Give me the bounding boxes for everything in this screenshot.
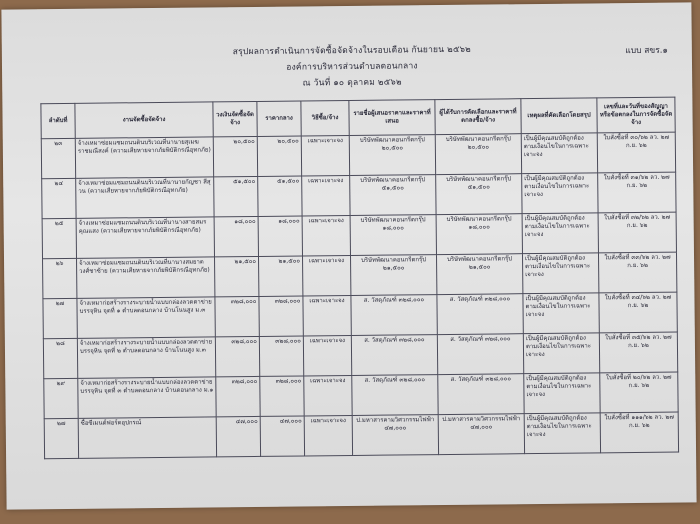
cell-median-price: ๓๒๘,๐๐๐	[259, 336, 303, 376]
cell-median-price: ๔๗,๐๐๐	[260, 416, 304, 456]
cell-winner: บริษัทพัฒนาคอนกรีตกรุ๊ป ๒๑,๕๐๐	[436, 254, 522, 295]
cell-contract: ใบสั่งซื้อที่ ๓๕/๖๒ ลว. ๒๗ ก.ย. ๖๒	[599, 332, 677, 373]
cell-budget: ๓๒๘,๐๐๐	[215, 296, 259, 336]
header-contract: เลขที่และวันที่ของสัญญาหรือข้อตกลงในการจัดซื้อจัดจ้าง	[597, 97, 675, 133]
cell-bidder: บริษัทพัฒนาคอนกรีตกรุ๊ป ๕๑,๕๐๐	[350, 175, 436, 216]
cell-item: จ้างเหมาซ่อมแซมถนนดินบริเวณที่นานางสมยาด วงศ์ชาซ้าย (ความเสียหายจากภัยพิบัติกรณีอุทกภัย)	[77, 257, 215, 298]
cell-reason: เป็นผู้มีคุณสมบัติถูกต้องตามเงื่อนไขในการเฉพาะเจาะจง	[522, 253, 598, 294]
cell-method: เฉพาะเจาะจง	[302, 175, 350, 216]
table-row	[44, 372, 678, 419]
table-row	[42, 172, 676, 219]
form-code: แบบ สขร.๑	[625, 45, 668, 57]
cell-bidder: ป.มหาสารคามวิศวกรรมไฟฟ้า ๔๗,๐๐๐	[352, 415, 438, 456]
table-row	[42, 212, 676, 259]
cell-reason: เป็นผู้มีคุณสมบัติถูกต้องตามเงื่อนไขในการเฉพาะเจาะจง	[524, 373, 600, 414]
cell-winner: บริษัทพัฒนาคอนกรีตกรุ๊ป ๕๑,๕๐๐	[436, 174, 522, 215]
cell-budget: ๒๐,๕๐๐	[213, 136, 257, 176]
cell-contract: ใบสั่งซื้อที่ ๓๑/๖๒ ลว. ๒๗ ก.ย. ๖๒	[598, 172, 676, 213]
cell-no: ๒๔	[42, 178, 76, 218]
cell-no: ๒๓	[41, 138, 75, 178]
cell-method: เฉพาะเจาะจง	[303, 335, 351, 376]
cell-bidder: บริษัทพัฒนาคอนกรีตกรุ๊ป ๒๐,๕๐๐	[349, 135, 435, 176]
cell-reason: เป็นผู้มีคุณสมบัติถูกต้องตามเงื่อนไขในการเฉพาะเจาะจง	[521, 133, 597, 174]
cell-item: จ้างเหมาซ่อมแซมถนนดินบริเวณที่นานางสายสมร คุณแสง (ความเสียหายจากภัยพิบัติกรณีอุทกภัย)	[76, 217, 214, 258]
cell-item: จ้างเหมาก่อสร้างรางระบายน้ำแบบกล่องลวดตาข่ายบรรจุหิน จุดที่ ๒ ตำบลดอนกลาง บ้านโนนสูง ม.๓	[77, 337, 215, 378]
cell-median-price: ๒๑,๕๐๐	[258, 256, 302, 296]
cell-median-price: ๑๘,๐๐๐	[258, 216, 302, 256]
cell-item: จ้างเหมาซ่อมแซมถนนดินบริเวณที่นานายกัญชา สีสุวน (ความเสียหายจากภัยพิบัติกรณีอุทกภัย)	[76, 177, 214, 218]
cell-reason: เป็นผู้มีคุณสมบัติถูกต้องตามเงื่อนไขในการเฉพาะเจาะจง	[523, 293, 599, 334]
cell-method: เฉพาะเจาะจง	[302, 255, 350, 296]
cell-no: ๒๕	[42, 218, 76, 258]
cell-method: เฉพาะเจาะจง	[301, 135, 349, 176]
cell-item: จ้างเหมาก่อสร้างรางระบายน้ำแบบกล่องลวดตาข่ายบรรจุหิน จุดที่ ๑ ตำบลดอนกลาง บ้านโนนสูง ม.๓	[77, 297, 215, 338]
cell-budget: ๔๗,๐๐๐	[216, 416, 260, 456]
cell-winner: ส. วัสดุภัณฑ์ ๓๒๘,๐๐๐	[438, 374, 524, 415]
cell-reason: เป็นผู้มีคุณสมบัติถูกต้องตามเงื่อนไขในการเฉพาะเจาะจง	[523, 333, 599, 374]
document-title: สรุปผลการดำเนินการจัดซื้อจัดจ้างในรอบเดือน กันยายน ๒๕๖๒	[232, 44, 472, 58]
cell-method: เฉพาะเจาะจง	[304, 375, 352, 416]
header-median-price: ราคากลาง	[257, 101, 301, 136]
cell-median-price: ๓๒๘,๐๐๐	[260, 376, 304, 416]
cell-median-price: ๒๐,๕๐๐	[257, 136, 301, 176]
cell-bidder: ส. วัสดุภัณฑ์ ๓๒๘,๐๐๐	[352, 375, 438, 416]
cell-budget: ๕๑,๕๐๐	[214, 176, 258, 216]
cell-reason: เป็นผู้มีคุณสมบัติถูกต้องตามเงื่อนไขในการเฉพาะเจาะจง	[524, 413, 600, 454]
cell-contract: ใบสั่งซื้อที่ ๑๑๑/๖๒ ลว. ๒๗ ก.ย. ๖๒	[600, 412, 678, 453]
cell-winner: ส. วัสดุภัณฑ์ ๓๒๘,๐๐๐	[437, 294, 523, 335]
cell-item: จ้างเหมาก่อสร้างรางระบายน้ำแบบกล่องลวดตาข่ายบรรจุหิน จุดที่ ๓ ตำบลดอนกลาง บ้านดอนกลาง ม.๑	[78, 377, 216, 418]
header-method: วิธีซื้อ/จ้าง	[301, 100, 349, 136]
document-date: ณ วันที่ ๑๐ ตุลาคม ๒๕๖๒	[302, 77, 402, 89]
cell-median-price: ๓๒๘,๐๐๐	[259, 296, 303, 336]
cell-bidder: ส. วัสดุภัณฑ์ ๓๒๘,๐๐๐	[351, 295, 437, 336]
table-row	[43, 332, 677, 379]
document-page	[1, 2, 696, 509]
cell-no: ๒๖	[43, 258, 77, 298]
cell-no: ๒๙	[44, 378, 78, 418]
cell-bidder: บริษัทพัฒนาคอนกรีตกรุ๊ป ๒๑,๕๐๐	[350, 255, 436, 296]
cell-contract: ใบสั่งซื้อที่ ๓๓/๖๒ ลว. ๒๗ ก.ย. ๖๒	[598, 252, 676, 293]
cell-budget: ๑๘,๐๐๐	[214, 216, 258, 256]
cell-method: เฉพาะเจาะจง	[303, 295, 351, 336]
procurement-table	[40, 97, 679, 460]
cell-reason: เป็นผู้มีคุณสมบัติถูกต้องตามเงื่อนไขในการเฉพาะเจาะจง	[522, 173, 598, 214]
cell-no: ๒๗	[44, 418, 78, 458]
cell-winner: บริษัทพัฒนาคอนกรีตกรุ๊ป ๑๘,๐๐๐	[436, 214, 522, 255]
cell-contract: ใบสั่งซื้อที่ ๒๐/๖๒ ลว. ๒๗ ก.ย. ๖๒	[600, 372, 678, 413]
table-row	[43, 292, 677, 339]
cell-contract: ใบสั่งซื้อที่ ๓๐/๖๒ ลว. ๒๗ ก.ย. ๖๒	[597, 132, 675, 173]
cell-winner: ป.มหาสารคามวิศวกรรมไฟฟ้า ๔๗,๐๐๐	[438, 414, 524, 455]
cell-winner: บริษัทพัฒนาคอนกรีตกรุ๊ป ๒๐,๕๐๐	[435, 134, 521, 175]
header-no: ลำดับที่	[41, 103, 75, 138]
cell-no: ๒๗	[43, 298, 77, 338]
header-budget: วงเงินจัดซื้อจัดจ้าง	[213, 101, 257, 136]
cell-bidder: ส. วัสดุภัณฑ์ ๓๒๘,๐๐๐	[351, 335, 437, 376]
cell-median-price: ๕๑,๕๐๐	[258, 176, 302, 216]
cell-budget: ๓๒๘,๐๐๐	[215, 336, 259, 376]
cell-winner: ส. วัสดุภัณฑ์ ๓๒๘,๐๐๐	[437, 334, 523, 375]
cell-budget: ๒๑,๕๐๐	[215, 256, 259, 296]
table-row	[44, 412, 678, 459]
organization-name: องค์การบริหารส่วนตำบลดอนกลาง	[286, 61, 418, 73]
cell-method: เฉพาะเจาะจง	[304, 415, 352, 456]
cell-item: จ้างเหมาซ่อมแซมถนนดินบริเวณที่นานายสุเมฆ ราชมณีสงค์ (ความเสียหายจากภัยพิบัติกรณีอุทกภัย)	[75, 137, 213, 178]
cell-contract: ใบสั่งซื้อที่ ๓๔/๖๒ ลว. ๒๗ ก.ย. ๖๒	[599, 292, 677, 333]
cell-no: ๒๘	[43, 338, 77, 378]
table-row	[41, 132, 675, 179]
header-bidders: รายชื่อผู้เสนอราคาและราคาที่เสนอ	[349, 100, 435, 136]
header-item: งานจัดซื้อจัดจ้าง	[75, 102, 213, 138]
header-winner: ผู้ได้รับการคัดเลือกและราคาที่ตกลงซื้อ/จ้าง	[435, 99, 521, 135]
header-reason: เหตุผลที่คัดเลือกโดยสรุป	[521, 98, 597, 134]
cell-reason: เป็นผู้มีคุณสมบัติถูกต้องตามเงื่อนไขในการเฉพาะเจาะจง	[522, 213, 598, 254]
cell-bidder: บริษัทพัฒนาคอนกรีตกรุ๊ป ๑๘,๐๐๐	[350, 215, 436, 256]
cell-budget: ๓๒๘,๐๐๐	[216, 376, 260, 416]
cell-item: ซื้อซีเมนต์ฟอร์ดอุปกรณ์	[78, 417, 216, 458]
cell-method: เฉพาะเจาะจง	[302, 215, 350, 256]
table-row	[43, 252, 677, 299]
cell-contract: ใบสั่งซื้อที่ ๓๒/๖๒ ลว. ๒๗ ก.ย. ๖๒	[598, 212, 676, 253]
